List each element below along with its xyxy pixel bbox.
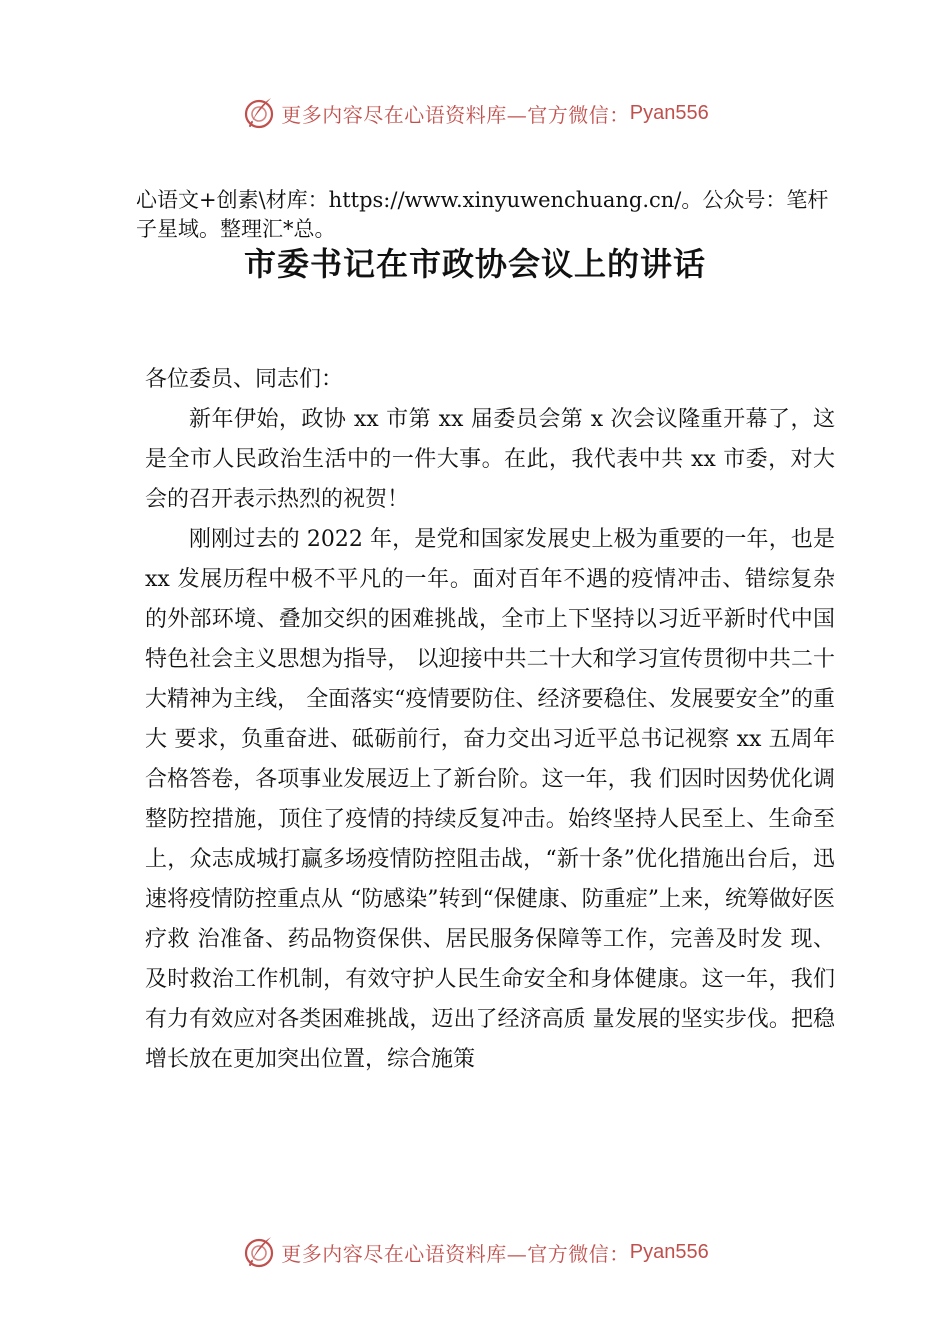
header-banner — [0, 93, 950, 133]
greeting: 各位委员、同志们： — [145, 367, 344, 392]
paragraph: 刚刚过去的 2022 年，是党和国家发展史上极为重要的一年，也是 xx 发展历程中极不平凡的一年。面对百年不遇的疫情冲击、错综复杂的外部环境、叠加交织的困难挑战，全市上下坚持以习近平新时代中国特色社会主义思想为指导， 以迎接中共二十大和学习宣传贯彻中共二十大精神为主线， 全面落实“疫情要防住、经济要稳住、发展要安全”的重大 要求，负重奋进、砥砺前行，奋力交出习近平总书记视察 xx 五周年合格答卷，各项事业发展迈上了新台阶。这一年，我 们因时因势优化调整防控措施，顶住了疫情的持续反复冲击。始终坚持人民至上、生命至上，众志成城打赢多场疫情防控阻击战，“新十条”优化措施出台后，迅速将疫情防控重点从 “防感染”转到“保健康、防重症”上来，统筹做好医疗救 治准备、药品物资保供、居民服务保障等工作，完善及时发 现、及时救治工作机制，有效守护人民生命安全和身体健康。这一年，我们有力有效应对各类困难挑战，迈出了经济高质 量发展的坚实步伐。把稳增长放在更加突出位置，综合施策 — [145, 527, 835, 1072]
paragraph: 新年伊始，政协 xx 市第 xx 届委员会第 x 次会议隆重开幕了，这是全市人民政治生活中的一件大事。在此，我代表中共 xx 市委，对大会的召开表示热烈的祝贺！ — [145, 407, 835, 512]
footer-banner — [0, 1232, 950, 1272]
banner-text: 更多内容尽在心语资料库—官方微信： — [281, 102, 630, 127]
banner-wechat-id: Pyan556 — [629, 101, 709, 124]
banner-wechat-id: Pyan556 — [629, 1240, 709, 1263]
document-body — [145, 360, 835, 1080]
document-title: 市委书记在市政协会议上的讲话 — [243, 245, 706, 283]
banner-text: 更多内容尽在心语资料库—官方微信： — [281, 1241, 630, 1266]
quill-logo-icon — [241, 1234, 277, 1270]
quill-logo-icon — [241, 95, 277, 131]
source-note: 心语文+创素\材库：https://www.xinyuwenchuang.cn/。公众号：笔杆子星域。整理汇*总。 — [136, 188, 829, 241]
